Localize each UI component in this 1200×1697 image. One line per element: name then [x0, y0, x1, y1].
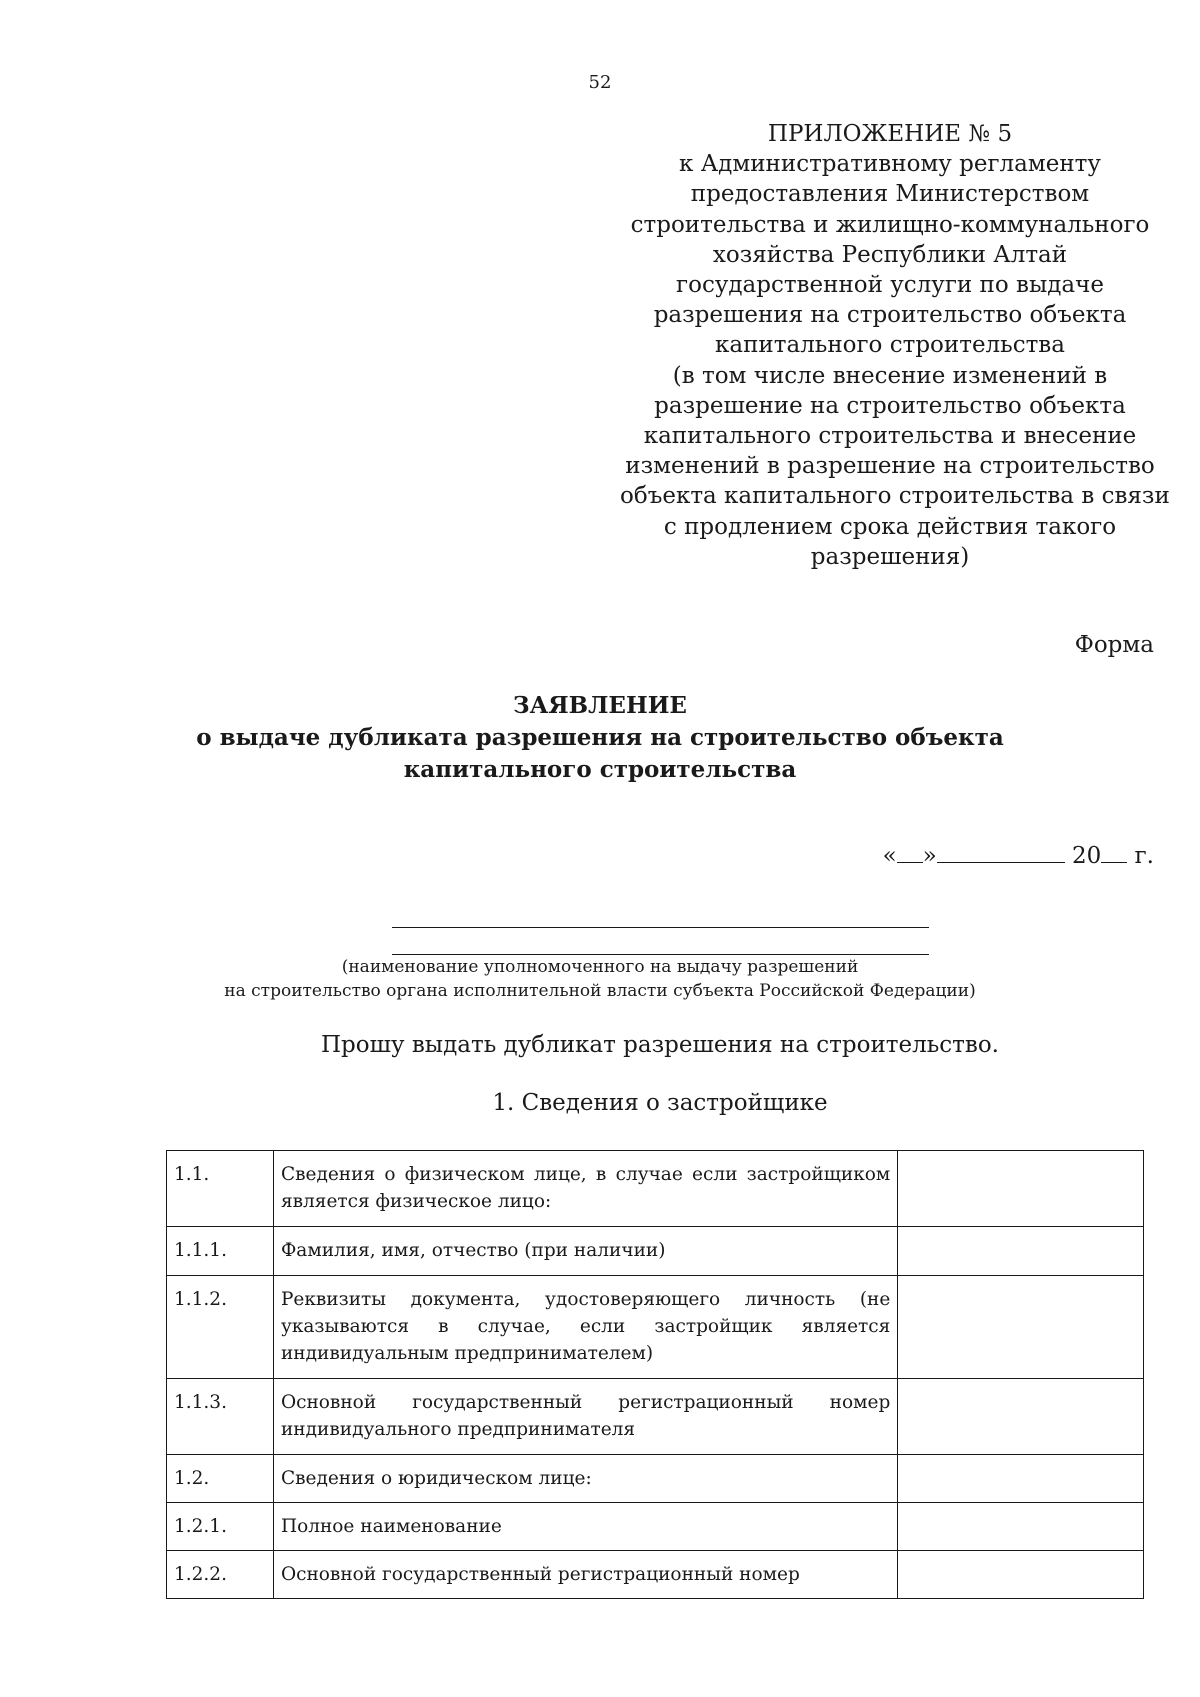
title-subtitle-line2: капитального строительства: [403, 756, 797, 783]
appendix-line: изменений в разрешение на строительство: [625, 453, 1155, 480]
appendix-line: разрешения): [810, 543, 970, 570]
row-description: Сведения о физическом лице, в случае если застройщиком является физическое лицо:: [273, 1151, 897, 1227]
form-label: Форма: [1074, 632, 1154, 658]
row-description: Фамилия, имя, отчество (при наличии): [273, 1227, 897, 1276]
title-subtitle-line1: о выдаче дубликата разрешения на строительство объекта: [196, 724, 1004, 751]
appendix-line: к Административному регламенту: [679, 151, 1101, 178]
table-row: [167, 1551, 1144, 1599]
developer-info-table: [166, 1150, 1144, 1599]
year-prefix: 20: [1072, 843, 1102, 869]
date-open-quote: «: [882, 843, 897, 869]
appendix-line: ПРИЛОЖЕНИЕ № 5: [767, 121, 1013, 147]
table-row: [167, 1503, 1144, 1551]
date-field[interactable]: [883, 843, 1154, 869]
document-title: [0, 690, 1200, 786]
section-heading: 1. Сведения о застройщике: [492, 1090, 828, 1116]
row-number: 1.2.: [167, 1455, 274, 1503]
row-value-cell[interactable]: [898, 1227, 1144, 1276]
appendix-line: предоставления Министерством: [690, 181, 1090, 208]
day-blank[interactable]: [897, 861, 923, 863]
row-number: 1.1.2.: [167, 1276, 274, 1379]
table-row: [167, 1276, 1144, 1379]
table-row: [167, 1151, 1144, 1227]
appendix-line: строительства и жилищно-коммунального: [630, 211, 1150, 238]
page-number: 52: [588, 72, 612, 93]
row-description: Основной государственный регистрационный номер индивидуального предпринимателя: [273, 1379, 897, 1455]
appendix-line: разрешение на строительство объекта: [654, 392, 1126, 419]
appendix-line: капитального строительства и внесение: [643, 423, 1137, 450]
authority-caption: [0, 955, 1200, 1003]
row-number: 1.1.1.: [167, 1227, 274, 1276]
row-description: Сведения о юридическом лице:: [273, 1455, 897, 1503]
appendix-line: (в том числе внесение изменений в: [672, 362, 1108, 389]
request-text: Прошу выдать дубликат разрешения на строительство.: [321, 1032, 999, 1058]
row-value-cell[interactable]: [898, 1379, 1144, 1455]
appendix-line: с продлением срока действия такого: [663, 513, 1117, 540]
authority-name-line-1[interactable]: [392, 927, 929, 928]
caption-line1: (наименование уполномоченного на выдачу разрешений: [341, 957, 859, 977]
date-close-quote: »: [922, 843, 937, 869]
row-number: 1.1.3.: [167, 1379, 274, 1455]
caption-line2: на строительство органа исполнительной власти субъекта Российской Федерации): [224, 981, 976, 1001]
appendix-line: капитального строительства: [715, 332, 1065, 359]
table-row: [167, 1455, 1144, 1503]
row-number: 1.1.: [167, 1151, 274, 1227]
appendix-header: [620, 119, 1170, 572]
table-row: [167, 1379, 1144, 1455]
year-blank[interactable]: [1101, 861, 1127, 863]
row-number: 1.2.1.: [167, 1503, 274, 1551]
appendix-line: государственной услуги по выдаче: [676, 272, 1104, 299]
appendix-line: объекта капитального строительства в связи: [620, 483, 1170, 510]
appendix-line: хозяйства Республики Алтай: [712, 241, 1068, 268]
row-description: Реквизиты документа, удостоверяющего личность (не указываются в случае, если застройщик является индивидуальным предпринимателем): [273, 1276, 897, 1379]
row-value-cell[interactable]: [898, 1503, 1144, 1551]
title-main: ЗАЯВЛЕНИЕ: [513, 692, 687, 719]
month-blank[interactable]: [937, 861, 1065, 863]
appendix-line: разрешения на строительство объекта: [653, 302, 1127, 329]
row-value-cell[interactable]: [898, 1276, 1144, 1379]
row-description: Полное наименование: [273, 1503, 897, 1551]
row-description: Основной государственный регистрационный номер: [273, 1551, 897, 1599]
row-value-cell[interactable]: [898, 1151, 1144, 1227]
table-row: [167, 1227, 1144, 1276]
row-number: 1.2.2.: [167, 1551, 274, 1599]
row-value-cell[interactable]: [898, 1455, 1144, 1503]
year-suffix: г.: [1134, 843, 1154, 869]
row-value-cell[interactable]: [898, 1551, 1144, 1599]
